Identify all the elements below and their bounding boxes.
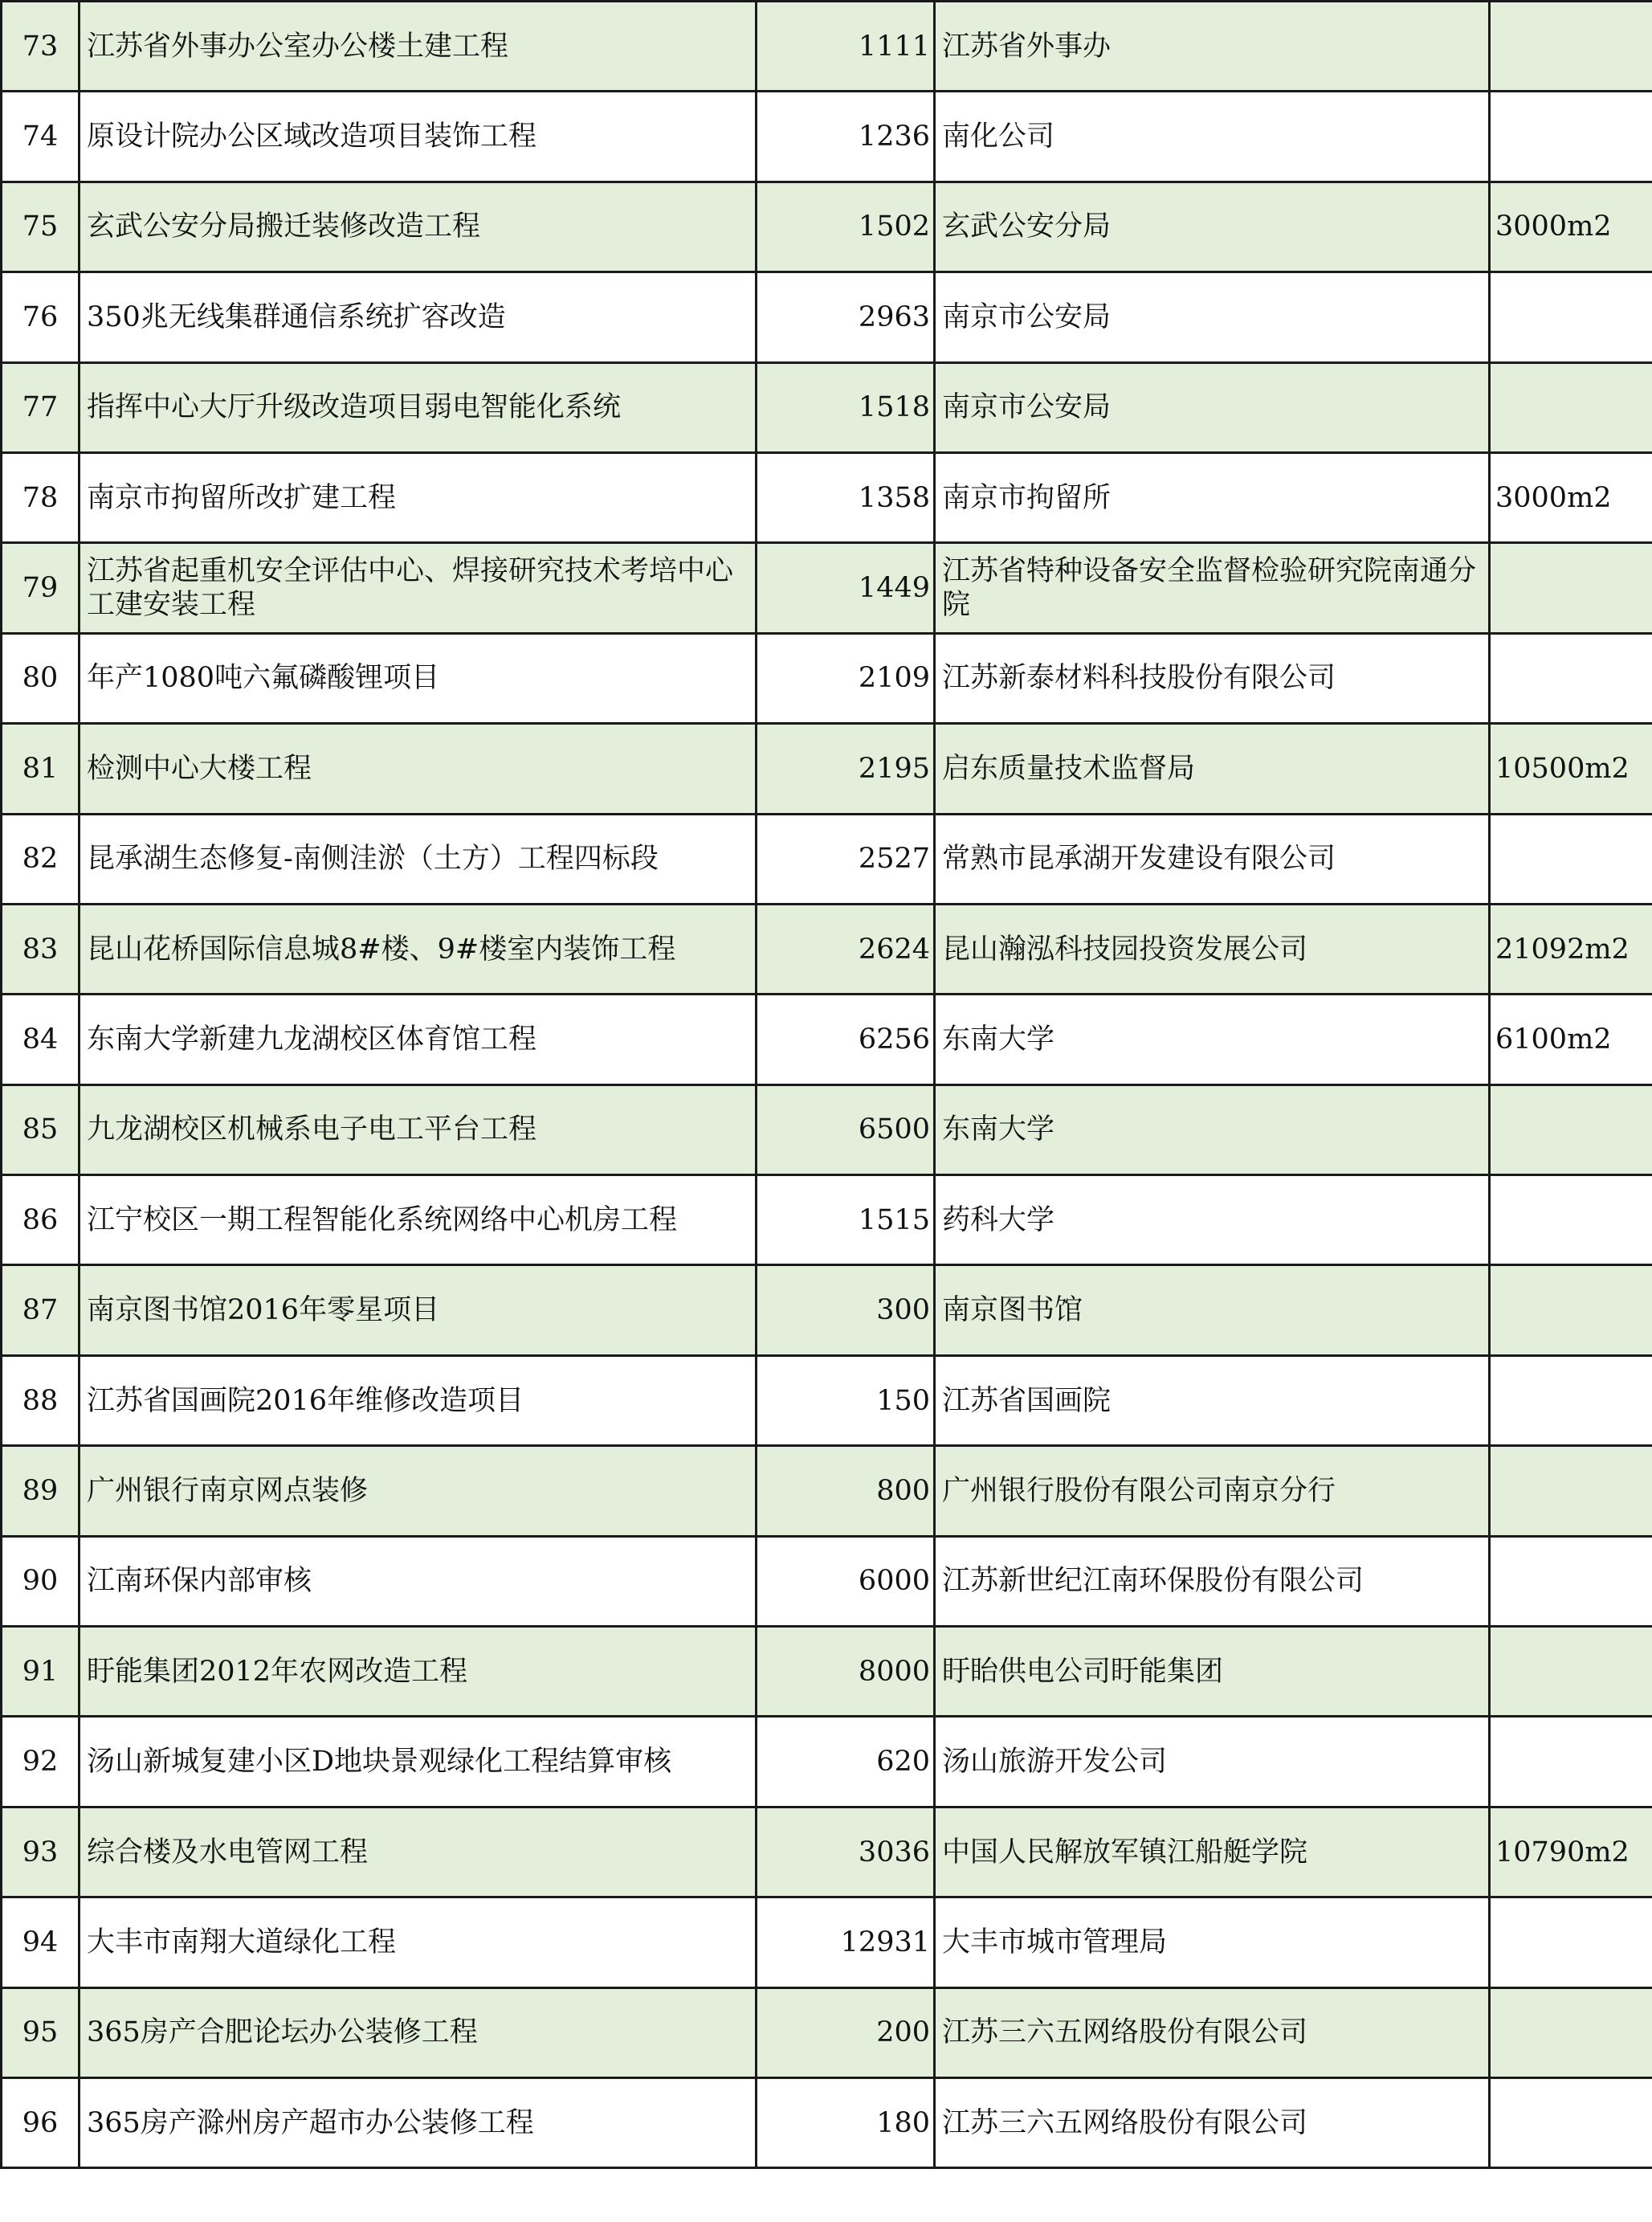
amount-cell: 800 [757,1446,935,1536]
row-number-cell: 96 [2,2077,80,2167]
area-cell [1490,1717,1652,1807]
amount-cell: 1358 [757,452,935,542]
row-number-cell: 74 [2,92,80,182]
table-row [2,1355,1652,1445]
table-row [2,904,1652,994]
owner-cell: 江苏三六五网络股份有限公司 [935,2077,1490,2167]
row-number-cell: 86 [2,1175,80,1265]
amount-cell: 1236 [757,92,935,182]
area-cell [1490,1084,1652,1174]
area-cell [1490,543,1652,633]
amount-cell: 12931 [757,1897,935,1987]
row-number-cell: 76 [2,272,80,362]
project-name-cell: 昆承湖生态修复-南侧洼淤（土方）工程四标段 [80,814,757,904]
amount-cell: 180 [757,2077,935,2167]
owner-cell: 中国人民解放军镇江船艇学院 [935,1807,1490,1897]
amount-cell: 3036 [757,1807,935,1897]
row-number-cell: 78 [2,452,80,542]
area-cell [1490,1987,1652,2077]
table-row [2,1717,1652,1807]
area-cell [1490,1175,1652,1265]
table-row [2,1987,1652,2077]
row-number-cell: 94 [2,1897,80,1987]
table-row [2,272,1652,362]
area-cell: 6100m2 [1490,995,1652,1084]
project-name-cell: 江南环保内部审核 [80,1536,757,1626]
area-cell [1490,272,1652,362]
area-cell [1490,2077,1652,2167]
owner-cell: 东南大学 [935,1084,1490,1174]
row-number-cell: 79 [2,543,80,633]
row-number-cell: 80 [2,633,80,723]
project-name-cell: 南京图书馆2016年零星项目 [80,1265,757,1355]
owner-cell: 盱眙供电公司盱能集团 [935,1627,1490,1717]
owner-cell: 广州银行股份有限公司南京分行 [935,1446,1490,1536]
amount-cell: 6500 [757,1084,935,1174]
amount-cell: 6000 [757,1536,935,1626]
area-cell: 3000m2 [1490,182,1652,272]
owner-cell: 汤山旅游开发公司 [935,1717,1490,1807]
row-number-cell: 89 [2,1446,80,1536]
project-name-cell: 江苏省外事办公室办公楼土建工程 [80,2,757,92]
row-number-cell: 75 [2,182,80,272]
amount-cell: 2624 [757,904,935,994]
project-name-cell: 365房产滁州房产超市办公装修工程 [80,2077,757,2167]
amount-cell: 2963 [757,272,935,362]
table-row [2,1536,1652,1626]
table-row [2,362,1652,452]
table-row [2,182,1652,272]
row-number-cell: 82 [2,814,80,904]
owner-cell: 南京市公安局 [935,362,1490,452]
table-row [2,452,1652,542]
row-number-cell: 81 [2,724,80,814]
project-table-body [2,2,1652,2168]
project-name-cell: 昆山花桥国际信息城8#楼、9#楼室内装饰工程 [80,904,757,994]
owner-cell: 南化公司 [935,92,1490,182]
project-name-cell: 综合楼及水电管网工程 [80,1807,757,1897]
table-row [2,2,1652,92]
amount-cell: 2109 [757,633,935,723]
area-cell [1490,633,1652,723]
owner-cell: 南京图书馆 [935,1265,1490,1355]
table-row [2,1175,1652,1265]
table-row [2,633,1652,723]
amount-cell: 200 [757,1987,935,2077]
area-cell [1490,92,1652,182]
table-row [2,724,1652,814]
row-number-cell: 95 [2,1987,80,2077]
amount-cell: 2195 [757,724,935,814]
area-cell [1490,2,1652,92]
project-name-cell: 365房产合肥论坛办公装修工程 [80,1987,757,2077]
owner-cell: 大丰市城市管理局 [935,1897,1490,1987]
project-name-cell: 350兆无线集群通信系统扩容改造 [80,272,757,362]
amount-cell: 300 [757,1265,935,1355]
project-name-cell: 江苏省起重机安全评估中心、焊接研究技术考培中心工建安装工程 [80,543,757,633]
area-cell: 10500m2 [1490,724,1652,814]
project-name-cell: 盱能集团2012年农网改造工程 [80,1627,757,1717]
row-number-cell: 77 [2,362,80,452]
row-number-cell: 87 [2,1265,80,1355]
amount-cell: 150 [757,1355,935,1445]
project-name-cell: 汤山新城复建小区D地块景观绿化工程结算审核 [80,1717,757,1807]
amount-cell: 1449 [757,543,935,633]
row-number-cell: 93 [2,1807,80,1897]
owner-cell: 启东质量技术监督局 [935,724,1490,814]
table-row [2,543,1652,633]
row-number-cell: 91 [2,1627,80,1717]
area-cell: 3000m2 [1490,452,1652,542]
amount-cell: 620 [757,1717,935,1807]
area-cell [1490,1536,1652,1626]
area-cell: 10790m2 [1490,1807,1652,1897]
project-name-cell: 江宁校区一期工程智能化系统网络中心机房工程 [80,1175,757,1265]
project-name-cell: 年产1080吨六氟磷酸锂项目 [80,633,757,723]
project-name-cell: 检测中心大楼工程 [80,724,757,814]
project-name-cell: 九龙湖校区机械系电子电工平台工程 [80,1084,757,1174]
project-name-cell: 南京市拘留所改扩建工程 [80,452,757,542]
owner-cell: 江苏新世纪江南环保股份有限公司 [935,1536,1490,1626]
area-cell [1490,1897,1652,1987]
owner-cell: 江苏省特种设备安全监督检验研究院南通分院 [935,543,1490,633]
table-row [2,1446,1652,1536]
area-cell [1490,1627,1652,1717]
owner-cell: 昆山瀚泓科技园投资发展公司 [935,904,1490,994]
amount-cell: 1111 [757,2,935,92]
owner-cell: 江苏新泰材料科技股份有限公司 [935,633,1490,723]
row-number-cell: 73 [2,2,80,92]
table-row [2,1807,1652,1897]
table-row [2,1897,1652,1987]
owner-cell: 南京市拘留所 [935,452,1490,542]
amount-cell: 1502 [757,182,935,272]
table-row [2,1265,1652,1355]
row-number-cell: 85 [2,1084,80,1174]
table-row [2,814,1652,904]
project-name-cell: 玄武公安分局搬迁装修改造工程 [80,182,757,272]
project-name-cell: 江苏省国画院2016年维修改造项目 [80,1355,757,1445]
owner-cell: 常熟市昆承湖开发建设有限公司 [935,814,1490,904]
area-cell [1490,1446,1652,1536]
owner-cell: 东南大学 [935,995,1490,1084]
table-row [2,2077,1652,2167]
amount-cell: 8000 [757,1627,935,1717]
area-cell [1490,1265,1652,1355]
owner-cell: 江苏三六五网络股份有限公司 [935,1987,1490,2077]
amount-cell: 2527 [757,814,935,904]
row-number-cell: 88 [2,1355,80,1445]
row-number-cell: 92 [2,1717,80,1807]
table-row [2,1627,1652,1717]
row-number-cell: 83 [2,904,80,994]
owner-cell: 药科大学 [935,1175,1490,1265]
owner-cell: 南京市公安局 [935,272,1490,362]
project-name-cell: 指挥中心大厅升级改造项目弱电智能化系统 [80,362,757,452]
row-number-cell: 84 [2,995,80,1084]
table-row [2,995,1652,1084]
amount-cell: 1518 [757,362,935,452]
amount-cell: 6256 [757,995,935,1084]
project-name-cell: 广州银行南京网点装修 [80,1446,757,1536]
area-cell: 21092m2 [1490,904,1652,994]
project-name-cell: 原设计院办公区域改造项目装饰工程 [80,92,757,182]
area-cell [1490,1355,1652,1445]
owner-cell: 玄武公安分局 [935,182,1490,272]
area-cell [1490,362,1652,452]
table-row [2,92,1652,182]
project-name-cell: 大丰市南翔大道绿化工程 [80,1897,757,1987]
amount-cell: 1515 [757,1175,935,1265]
owner-cell: 江苏省国画院 [935,1355,1490,1445]
table-row [2,1084,1652,1174]
project-name-cell: 东南大学新建九龙湖校区体育馆工程 [80,995,757,1084]
row-number-cell: 90 [2,1536,80,1626]
area-cell [1490,814,1652,904]
owner-cell: 江苏省外事办 [935,2,1490,92]
